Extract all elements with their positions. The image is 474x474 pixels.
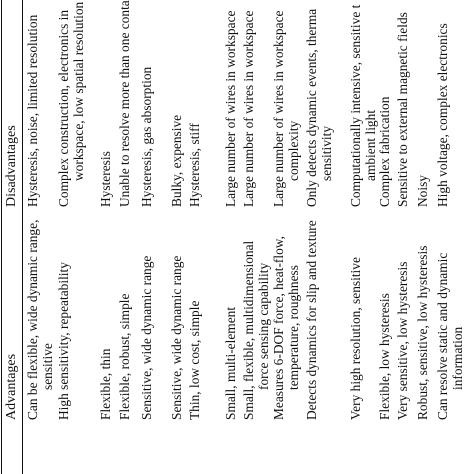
advantages-cell-line-1: Measures 6-DOF force, heat-flow,	[271, 236, 286, 420]
advantages-cell	[349, 210, 364, 420]
disadvantages-cell	[99, 0, 114, 207]
disadvantages-cell-line-1: Computationally intensive, sensitive t	[348, 4, 363, 207]
advantages-cell	[140, 210, 155, 420]
advantages-cell-line-2: information	[449, 326, 465, 390]
advantages-cell-line-1: Robust, sensitive, low hysteresis	[415, 245, 430, 420]
disadvantages-cell	[224, 0, 239, 207]
advantages-cell-line-1: Detects dynamics for slip and texture	[304, 220, 319, 420]
disadvantages-cell-line-1: Complex fabrication	[377, 96, 392, 207]
advantages-cell	[26, 210, 55, 420]
disadvantages-cell-line-1: Hysteresis, gas absorption	[139, 66, 154, 207]
disadvantages-cell-line-1: Sensitive to external magnetic fields	[395, 12, 410, 207]
disadvantages-cell	[272, 0, 301, 207]
advantages-cell-line-1: Can be flexible, wide dynamic range,	[25, 219, 40, 420]
advantages-cell-line-1: Very high resolution, sensitive	[348, 257, 363, 420]
advantages-cell-line-1: Very sensitive, low hysteresis	[395, 261, 410, 420]
header-rule	[22, 0, 23, 474]
disadvantages-cell	[396, 0, 411, 207]
disadvantages-cell	[416, 0, 431, 207]
disadvantages-cell	[349, 0, 378, 207]
disadvantages-cell	[378, 0, 393, 207]
advantages-cell-line-1: Small, multi-element	[223, 306, 238, 420]
disadvantages-cell	[26, 0, 41, 207]
advantages-cell	[188, 210, 203, 420]
advantages-cell	[242, 210, 271, 420]
header-advantages: Advantages	[4, 353, 19, 420]
advantages-cell-line-1: Sensitive, wide dynamic range	[139, 255, 154, 420]
advantages-cell-line-1: Can resolve static and dynamic	[435, 252, 450, 420]
advantages-cell	[378, 210, 393, 420]
disadvantages-cell-line-2: workspace, low spatial resolution	[70, 1, 86, 181]
table-top-rule	[1, 0, 2, 474]
disadvantages-cell	[140, 0, 155, 207]
disadvantages-cell-line-1: Complex construction, electronics in	[56, 9, 71, 207]
advantages-cell-line-1: Flexible, robust, simple	[117, 293, 132, 420]
disadvantages-cell-line-2: ambient light	[362, 109, 378, 181]
disadvantages-cell	[170, 0, 185, 207]
disadvantages-cell	[118, 0, 133, 207]
disadvantages-cell-line-1: Hysteresis, noise, limited resolution	[25, 14, 40, 207]
advantages-cell-line-2: sensitive	[39, 343, 55, 390]
disadvantages-cell	[305, 0, 334, 207]
advantages-cell	[416, 210, 431, 420]
advantages-cell-line-1: High sensitivity, repeatability	[56, 262, 71, 420]
disadvantages-cell-line-1: Unable to resolve more than one conta	[117, 0, 132, 207]
disadvantages-cell	[242, 0, 257, 207]
disadvantages-cell-line-2: complexity	[285, 120, 301, 181]
header-disadvantages: Disadvantages	[4, 125, 19, 207]
disadvantages-cell-line-1: Large number of wires in workspace	[223, 10, 238, 207]
disadvantages-cell-line-1: Hysteresis, stiff	[187, 123, 202, 207]
disadvantages-cell	[57, 0, 86, 207]
disadvantages-cell	[436, 0, 451, 207]
advantages-cell	[224, 210, 239, 420]
disadvantages-cell-line-1: Hysteresis	[98, 151, 113, 207]
disadvantages-cell-line-2: sensitivity	[318, 125, 334, 181]
disadvantages-cell-line-1: Noisy	[415, 175, 430, 207]
advantages-cell	[272, 210, 301, 420]
disadvantages-cell	[188, 0, 203, 207]
disadvantages-cell-line-1: Bulky, expensive	[169, 114, 184, 207]
advantages-cell	[305, 210, 320, 420]
advantages-cell	[436, 210, 465, 420]
advantages-cell-line-1: Flexible, low hysteresis	[377, 293, 392, 420]
advantages-cell	[99, 210, 114, 420]
disadvantages-cell-line-1: Large number of wires in workspace	[241, 10, 256, 207]
advantages-cell-line-2: force sensing capability	[255, 262, 271, 390]
advantages-cell-line-1: Flexible, thin	[98, 348, 113, 420]
advantages-cell-line-1: Small, flexible, multidimensional	[241, 240, 256, 420]
advantages-cell-line-2: temperature, roughness	[285, 265, 301, 390]
advantages-cell	[396, 210, 411, 420]
advantages-cell-line-1: Thin, low cost, simple	[187, 300, 202, 420]
advantages-cell	[170, 210, 185, 420]
advantages-cell-line-1: Sensitive, wide dynamic range	[169, 255, 184, 420]
disadvantages-cell-line-1: High voltage, complex electronics	[435, 23, 450, 207]
advantages-cell	[57, 210, 72, 420]
disadvantages-cell-line-1: Large number of wires in workspace	[271, 10, 286, 207]
advantages-cell	[118, 210, 133, 420]
disadvantages-cell-line-1: Only detects dynamic events, therma	[304, 8, 319, 207]
